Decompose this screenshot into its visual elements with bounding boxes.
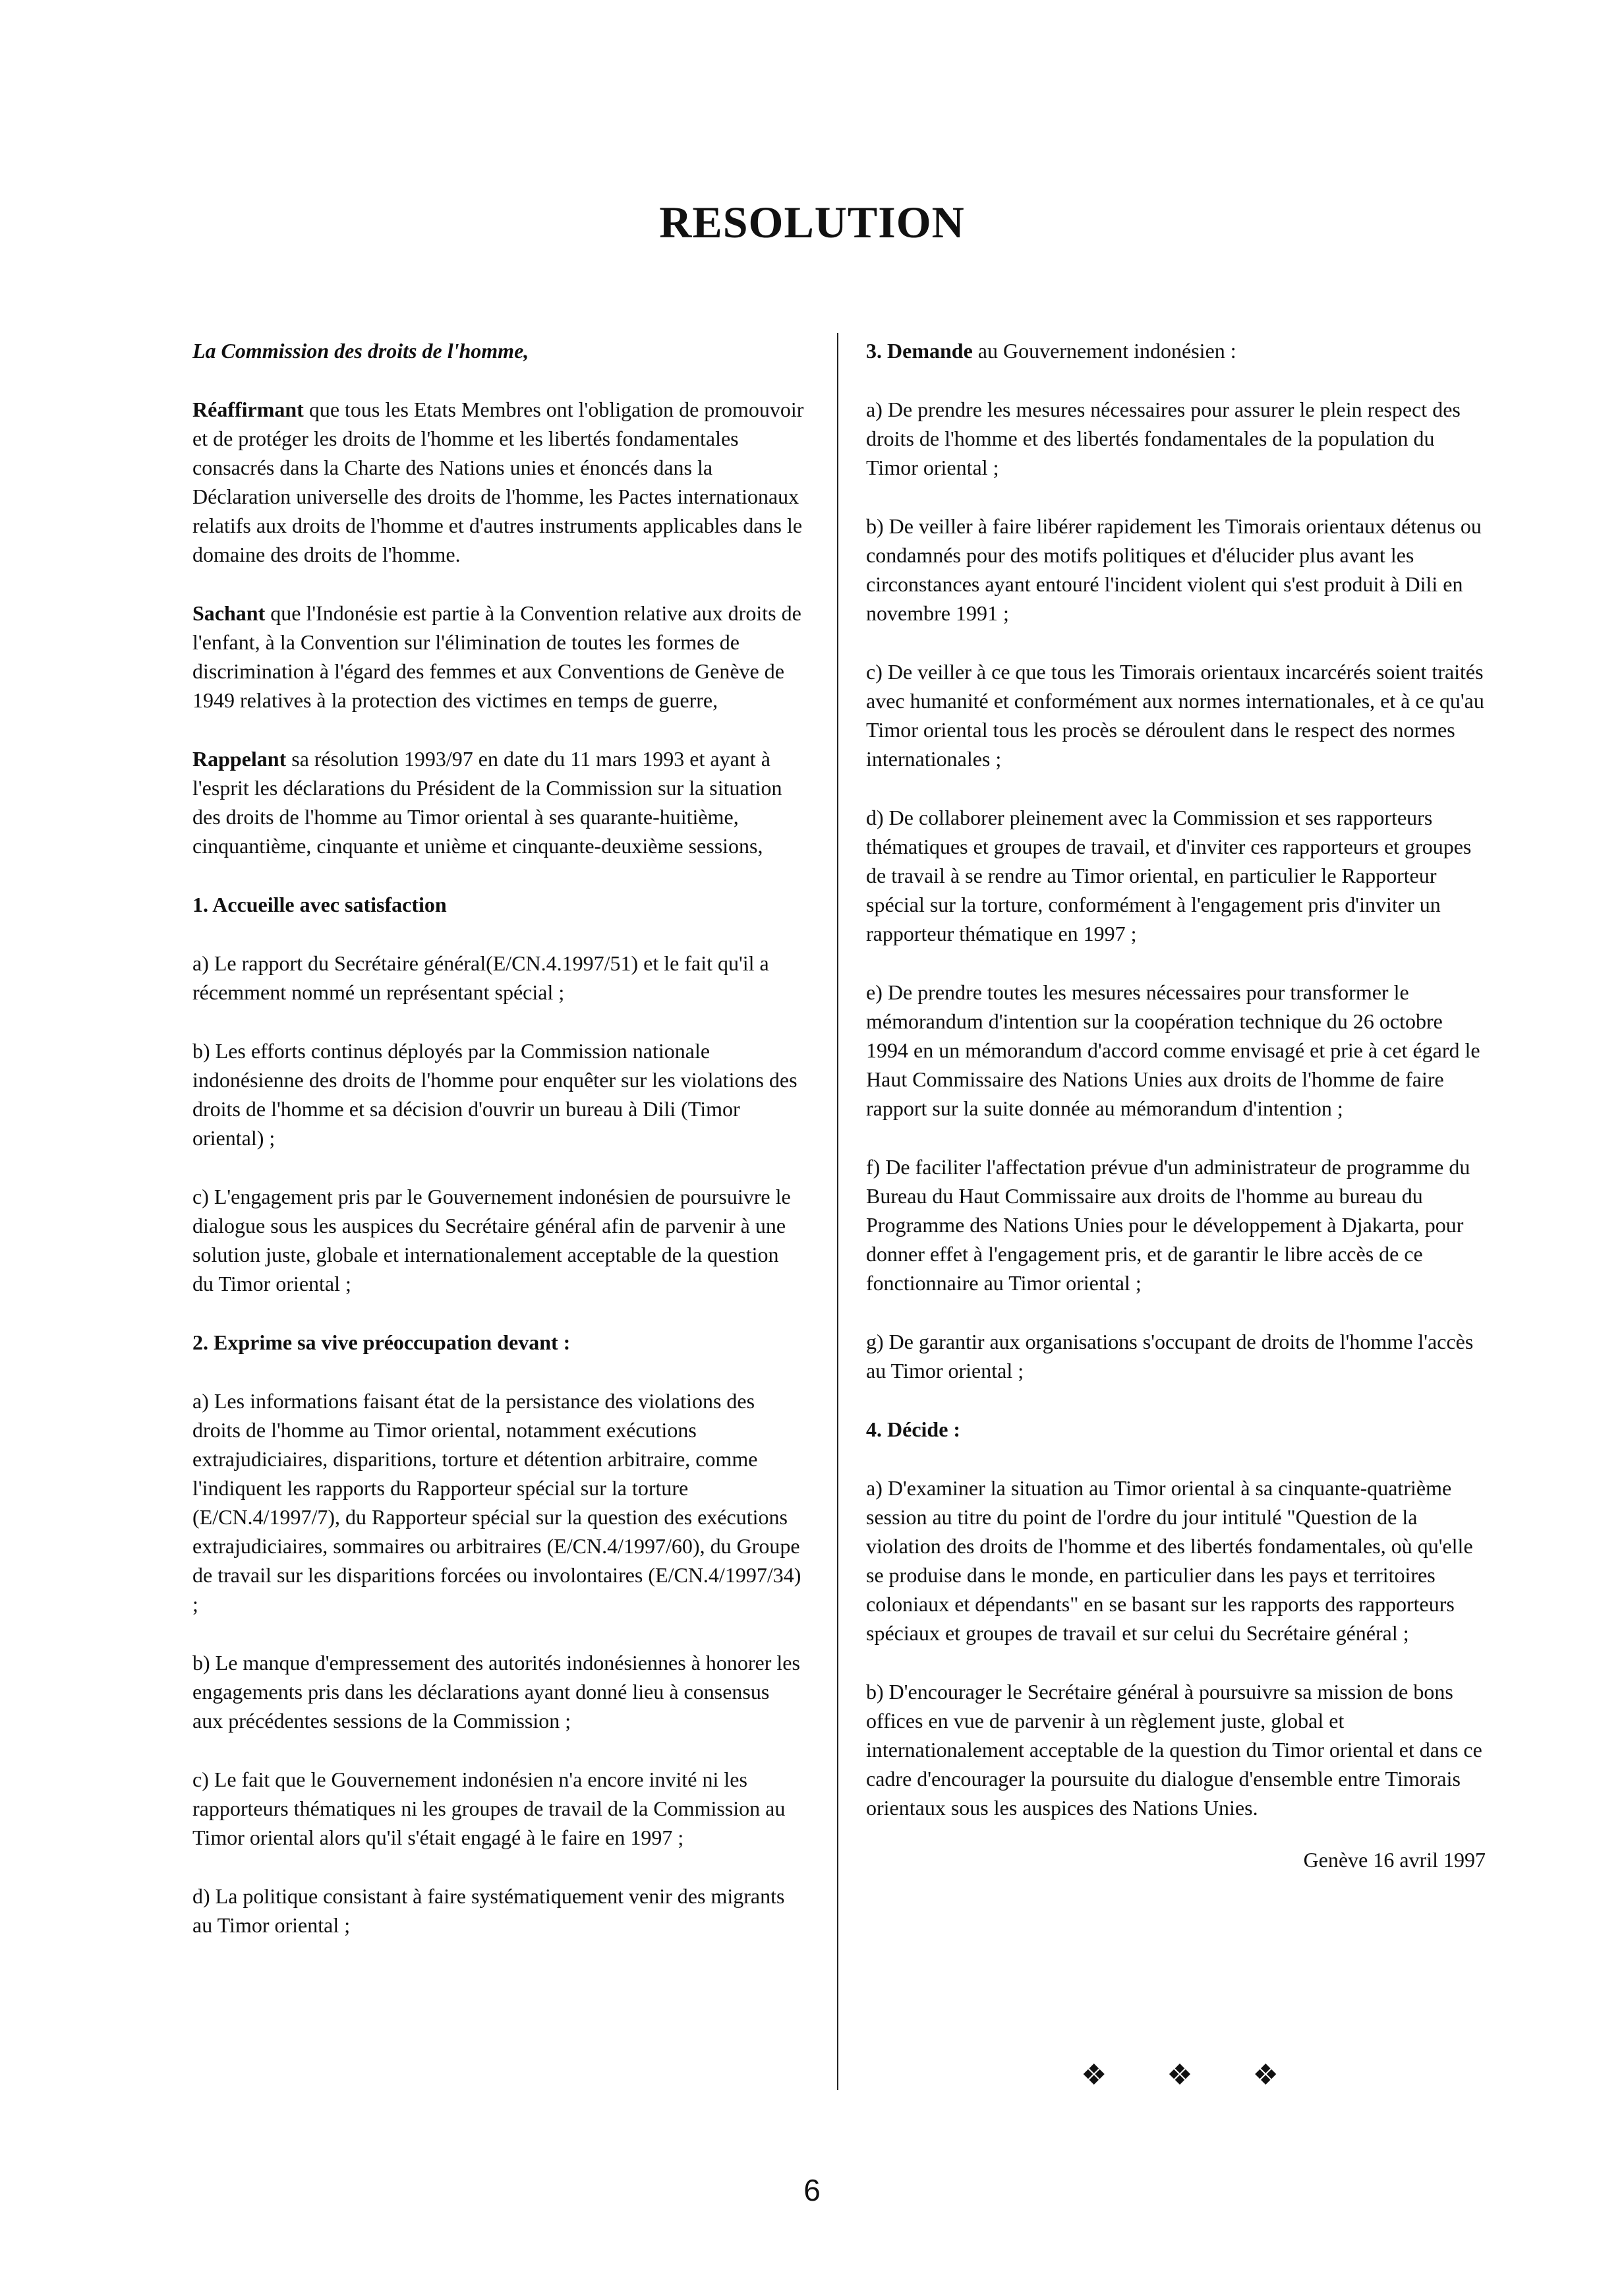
- ornament-icon: ❖: [1081, 2059, 1107, 2091]
- section-2-item-c: c) Le fait que le Gouvernement indonésien n'a encore invité ni les rapporteurs thématiques ni les groupes de travail de la Commission au Timor oriental alors qu'il s'était engagé à le faire en 1997 ;: [192, 1768, 786, 1849]
- document-title: RESOLUTION: [659, 197, 965, 247]
- section-3-heading: [866, 336, 1486, 365]
- section-3-item-g: g) De garantir aux organisations s'occupant de droits de l'homme l'accès au Timor oriental ;: [866, 1330, 1474, 1382]
- section-3-item-a: a) De prendre les mesures nécessaires pour assurer le plein respect des droits de l'homme et des libertés fondamentales de la population du Timor oriental ;: [866, 398, 1461, 479]
- section-3-item-c: c) De veiller à ce que tous les Timorais orientaux incarcérés soient traités avec humanité et conformément aux normes internationales, et à ce qu'au Timor oriental tous les procès se déroulent dans le respect des normes internationales ;: [866, 660, 1484, 771]
- intro-line: La Commission des droits de l'homme,: [192, 339, 529, 363]
- section-3-item-e: e) De prendre toutes les mesures nécessaires pour transformer le mémorandum d'intention sur la coopération technique du 26 octobre 1994 en un mémorandum d'accord comme envisagé et prie à cet égard le Haut Commissaire des Nations Unies aux droits de l'homme de faire rapport sur la suite donnée au mémorandum d'intention ;: [866, 980, 1480, 1120]
- section-2-item-a: a) Les informations faisant état de la persistance des violations des droits de l'homme au Timor oriental, notamment exécutions extrajudiciaires, disparitions, torture et détention arbitraire, comme l'indiquent les rapports du Rapporteur spécial sur la torture (E/CN.4/1997/7), du Rapporteur spécial sur la question des exécutions extrajudiciaires, sommaires ou arbitraires (E/CN.4/1997/60), du Groupe de travail sur les disparitions forcées ou involontaires (E/CN.4/1997/34) ;: [192, 1389, 801, 1616]
- keyword: Réaffirmant: [192, 398, 304, 421]
- place-date-signature: Genève 16 avril 1997: [1303, 1848, 1486, 1872]
- section-1-item-a: a) Le rapport du Secrétaire général(E/CN.4.1997/51) et le fait qu'il a récemment nommé un représentant spécial ;: [192, 951, 769, 1004]
- section-4-item-b: b) D'encourager le Secrétaire général à poursuivre sa mission de bons offices en vue de parvenir à un règlement juste, global et internationalement acceptable de la question du Timor oriental et dans ce cadre d'encourager la poursuite du dialogue d'ensemble entre Timorais orientaux sous les auspices des Nations Unies.: [866, 1680, 1482, 1820]
- keyword: Sachant: [192, 601, 266, 625]
- ornament-icon: ❖: [1252, 2059, 1279, 2091]
- section-2-heading: 2. Exprime sa vive préoccupation devant :: [192, 1330, 571, 1354]
- keyword: 3. Demande: [866, 339, 973, 363]
- preamble-paragraph-sachant: [192, 599, 804, 715]
- section-2-item-d: d) La politique consistant à faire systématiquement venir des migrants au Timor oriental ;: [192, 1884, 785, 1937]
- paragraph-text: que tous les Etats Membres ont l'obligation de promouvoir et de protéger les droits de l'homme et les libertés fondamentales consacrés dans la Charte des Nations unies et énoncés dans la Déclaration universelle des droits de l'homme, les Pactes internationaux relatifs aux droits de l'homme et d'autres instruments applicables dans le domaine des droits de l'homme.: [192, 398, 804, 566]
- column-divider: [837, 333, 838, 2090]
- page-number: 6: [803, 2173, 821, 2207]
- preamble-paragraph-reaffirmant: [192, 395, 804, 569]
- section-4-item-a: a) D'examiner la situation au Timor oriental à sa cinquante-quatrième session au titre du point de l'ordre du jour intitulé "Question de la violation des droits de l'homme et des libertés fondamentales, où qu'elle se produise dans le monde, en particulier dans les pays et territoires coloniaux et dépendants" en se basant sur les rapports des rapporteurs spéciaux et groupes de travail et sur celui du Secrétaire général ;: [866, 1476, 1473, 1645]
- left-column: [192, 336, 804, 1969]
- heading-text: au Gouvernement indonésien :: [972, 339, 1236, 363]
- section-4-heading: 4. Décide :: [866, 1417, 961, 1441]
- section-1-item-b: b) Les efforts continus déployés par la Commission nationale indonésienne des droits de l'homme pour enquêter sur les violations des droits de l'homme et sa décision d'ouvrir un bureau à Dili (Timor oriental) ;: [192, 1039, 798, 1150]
- ornament-icon: ❖: [1167, 2059, 1193, 2091]
- ornament-row: [1081, 2058, 1279, 2092]
- preamble-paragraph-rappelant: [192, 744, 804, 860]
- section-1-item-c: c) L'engagement pris par le Gouvernement indonésien de poursuivre le dialogue sous les auspices du Secrétaire général afin de parvenir à une solution juste, globale et internationalement acceptable de la question du Timor oriental ;: [192, 1185, 791, 1295]
- paragraph-text: que l'Indonésie est partie à la Convention relative aux droits de l'enfant, à la Convention sur l'élimination de toutes les formes de discrimination à l'égard des femmes et aux Conventions de Genève de 1949 relatives à la protection des victimes en temps de guerre,: [192, 601, 801, 712]
- section-2-item-b: b) Le manque d'empressement des autorités indonésiennes à honorer les engagements pris dans les déclarations ayant donné lieu à consensus aux précédentes sessions de la Commission ;: [192, 1651, 800, 1733]
- section-3-item-f: f) De faciliter l'affectation prévue d'un administrateur de programme du Bureau du Haut Commissaire aux droits de l'homme au bureau du Programme des Nations Unies pour le développement à Djakarta, pour donner effet à l'engagement pris, et de garantir le libre accès de ce fonctionnaire au Timor oriental ;: [866, 1155, 1470, 1295]
- section-3-item-b: b) De veiller à faire libérer rapidement les Timorais orientaux détenus ou condamnés pour des motifs politiques et d'élucider plus avant les circonstances ayant entouré l'incident violent qui s'est produit à Dili en novembre 1991 ;: [866, 514, 1482, 625]
- paragraph-text: sa résolution 1993/97 en date du 11 mars 1993 et ayant à l'esprit les déclarations du Président de la Commission sur la situation des droits de l'homme au Timor oriental à ses quarante-huitième, cinquantième, cinquante et unième et cinquante-deuxième sessions,: [192, 747, 782, 858]
- keyword: Rappelant: [192, 747, 287, 771]
- section-3-item-d: d) De collaborer pleinement avec la Commission et ses rapporteurs thématiques et groupes de travail, et d'inviter ces rapporteurs et groupes de travail à se rendre au Timor oriental, en particulier le Rapporteur spécial sur la torture, conformément à l'engagement pris d'inviter un rapporteur thématique en 1997 ;: [866, 806, 1472, 945]
- section-1-heading: 1. Accueille avec satisfaction: [192, 893, 447, 916]
- right-column: [866, 336, 1486, 1904]
